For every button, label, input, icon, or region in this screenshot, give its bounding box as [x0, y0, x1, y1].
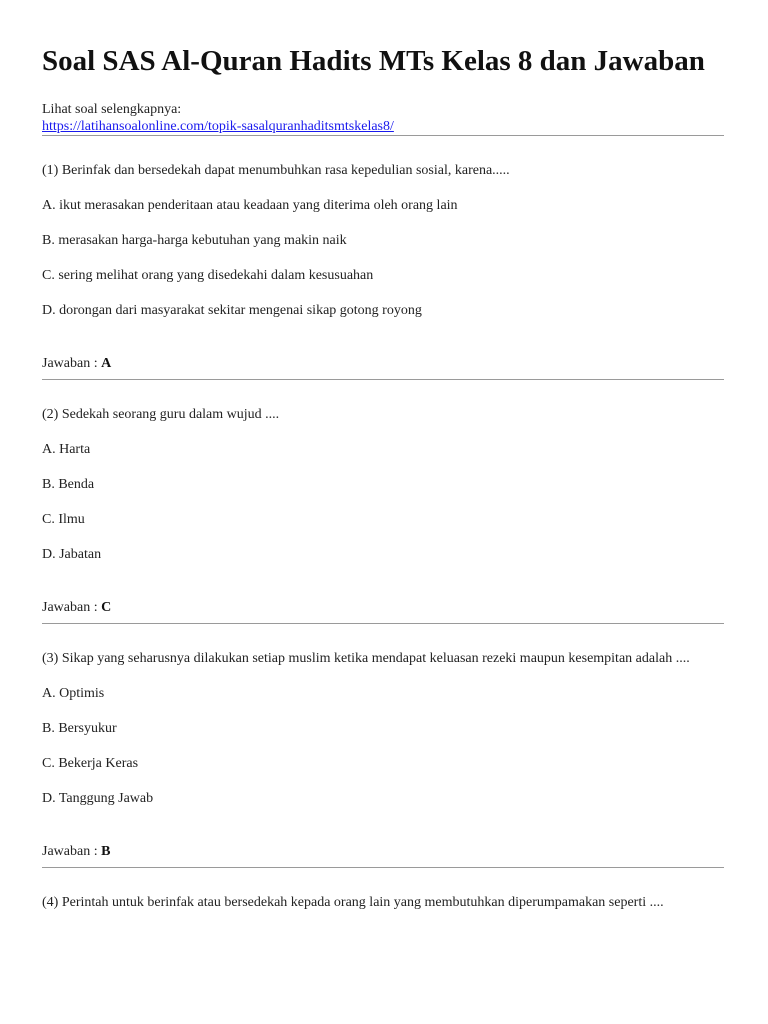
divider [42, 379, 724, 380]
question-text: (3) Sikap yang seharusnya dilakukan setiap muslim ketika mendapat keluasan rezeki maupun kesempitan adalah .... [42, 651, 690, 666]
question-3 [42, 650, 724, 861]
option-d: D. Jabatan [42, 547, 102, 562]
option-c: C. sering melihat orang yang disedekahi dalam kesusuahan [42, 268, 374, 283]
document-page [42, 0, 724, 912]
lead-block [42, 101, 724, 135]
option-c: C. Bekerja Keras [42, 756, 139, 771]
option-d: D. dorongan dari masyarakat sekitar mengenai sikap gotong royong [42, 303, 422, 318]
question-1 [42, 162, 724, 373]
question-4 [42, 894, 724, 912]
question-2 [42, 406, 724, 617]
divider [42, 623, 724, 624]
answer-label: Jawaban : [42, 844, 98, 859]
option-a: A. ikut merasakan penderitaan atau keadaan yang diterima oleh orang lain [42, 198, 458, 213]
answer-value: B [101, 844, 111, 859]
answer-value: C [101, 600, 112, 615]
answer-line [42, 355, 724, 373]
answer-value: A [101, 356, 112, 371]
question-text: (4) Perintah untuk berinfak atau bersedekah kepada orang lain yang membutuhkan diperumpamakan seperti .... [42, 895, 664, 910]
option-b: B. Benda [42, 477, 95, 492]
question-text: (2) Sedekah seorang guru dalam wujud .... [42, 407, 280, 422]
option-b: B. Bersyukur [42, 721, 117, 736]
question-text: (1) Berinfak dan bersedekah dapat menumbuhkan rasa kepedulian sosial, karena..... [42, 163, 510, 178]
option-a: A. Harta [42, 442, 91, 457]
answer-label: Jawaban : [42, 356, 98, 371]
page-title: Soal SAS Al-Quran Hadits MTs Kelas 8 dan Jawaban [42, 45, 705, 77]
source-link[interactable]: https://latihansoalonline.com/topik-sasalquranhaditsmtskelas8/ [42, 119, 394, 134]
divider [42, 135, 724, 136]
option-d: D. Tanggung Jawab [42, 791, 154, 806]
option-a: A. Optimis [42, 686, 105, 701]
option-c: C. Ilmu [42, 512, 85, 527]
option-b: B. merasakan harga-harga kebutuhan yang makin naik [42, 233, 347, 248]
divider [42, 867, 724, 868]
answer-line [42, 599, 724, 617]
lead-text: Lihat soal selengkapnya: [42, 102, 182, 117]
answer-label: Jawaban : [42, 600, 98, 615]
answer-line [42, 843, 724, 861]
